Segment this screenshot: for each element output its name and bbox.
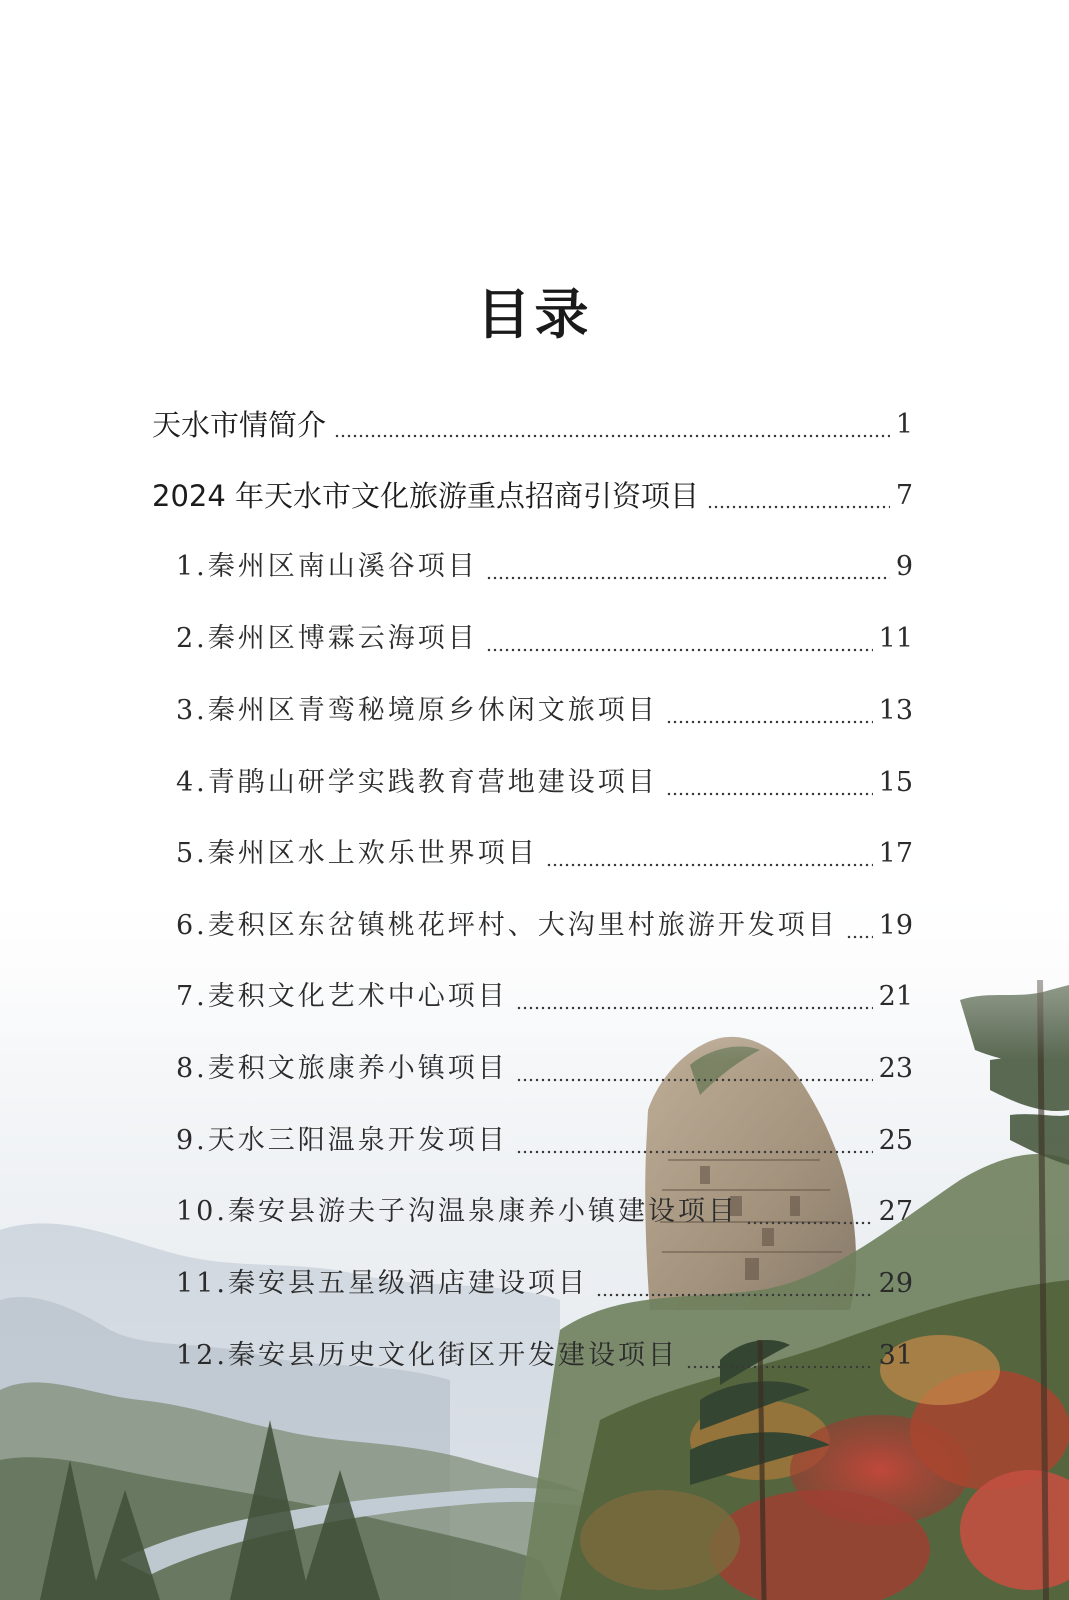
toc-dot-leader	[686, 1365, 873, 1369]
toc-entry-page: 27	[878, 1196, 913, 1227]
toc-dot-leader	[334, 434, 890, 438]
toc-dot-leader	[846, 935, 873, 939]
toc-dot-leader	[516, 1150, 873, 1154]
toc-entry[interactable]	[176, 975, 913, 1019]
toc-dot-leader	[746, 1221, 873, 1225]
toc-entry-page: 7	[895, 480, 913, 511]
toc-entry[interactable]	[152, 474, 913, 518]
toc-entry-label: 7.麦积文化艺术中心项目	[176, 981, 508, 1012]
toc-entry-page: 25	[878, 1125, 913, 1156]
toc-dot-leader	[707, 505, 890, 509]
toc-entry-page: 13	[878, 695, 913, 726]
toc-entry[interactable]	[176, 1119, 913, 1163]
toc-entry-label: 11.秦安县五星级酒店建设项目	[176, 1268, 588, 1299]
toc-entry-page: 29	[878, 1268, 913, 1299]
toc-entry-page: 11	[878, 623, 913, 654]
toc-dot-leader	[546, 863, 873, 867]
toc-entry-page: 15	[878, 767, 913, 798]
page-title: 目录	[476, 283, 593, 347]
toc-entry-label: 8.麦积文旅康养小镇项目	[176, 1053, 508, 1084]
toc-dot-leader	[486, 648, 873, 652]
toc-entry-page: 1	[895, 409, 913, 440]
toc-dot-leader	[666, 792, 873, 796]
toc-dot-leader	[486, 576, 890, 580]
toc-entry-label: 5.秦州区水上欢乐世界项目	[176, 838, 538, 869]
toc-entry[interactable]	[176, 1334, 913, 1378]
toc-dot-leader	[516, 1006, 873, 1010]
toc-dot-leader	[516, 1078, 873, 1082]
toc-entry-page: 31	[878, 1340, 913, 1371]
toc-entry-label: 4.青鹃山研学实践教育营地建设项目	[176, 767, 658, 798]
toc-dot-leader	[666, 720, 873, 724]
toc-entry-label: 9.天水三阳温泉开发项目	[176, 1125, 508, 1156]
toc-entry-label: 12.秦安县历史文化街区开发建设项目	[176, 1340, 678, 1371]
toc-entry-label: 10.秦安县游夫子沟温泉康养小镇建设项目	[176, 1196, 738, 1227]
toc-dot-leader	[596, 1293, 873, 1297]
toc-entry-page: 9	[895, 551, 913, 582]
toc-entry-page: 21	[878, 981, 913, 1012]
toc-entry[interactable]	[176, 904, 913, 948]
toc-entry-page: 17	[878, 838, 913, 869]
toc-entry[interactable]	[176, 1262, 913, 1306]
toc-entry[interactable]	[176, 1047, 913, 1091]
toc-entry[interactable]	[176, 832, 913, 876]
toc-entry-page: 19	[878, 910, 913, 941]
toc-entry-label: 1.秦州区南山溪谷项目	[176, 551, 478, 582]
toc-entry[interactable]	[176, 1190, 913, 1234]
toc-entry[interactable]	[176, 689, 913, 733]
toc-entry[interactable]	[176, 761, 913, 805]
toc-entry[interactable]	[176, 617, 913, 661]
toc-entry-label: 天水市情简介	[152, 408, 327, 442]
toc-entry-page: 23	[878, 1053, 913, 1084]
toc-entry-label: 6.麦积区东岔镇桃花坪村、大沟里村旅游开发项目	[176, 910, 838, 941]
toc-entry[interactable]	[152, 403, 913, 447]
toc-entry-label: 2024 年天水市文化旅游重点招商引资项目	[152, 479, 700, 513]
toc-entry-label: 2.秦州区博霖云海项目	[176, 623, 478, 654]
toc-entry-label: 3.秦州区青鸾秘境原乡休闲文旅项目	[176, 695, 658, 726]
toc-entry[interactable]	[176, 545, 913, 589]
